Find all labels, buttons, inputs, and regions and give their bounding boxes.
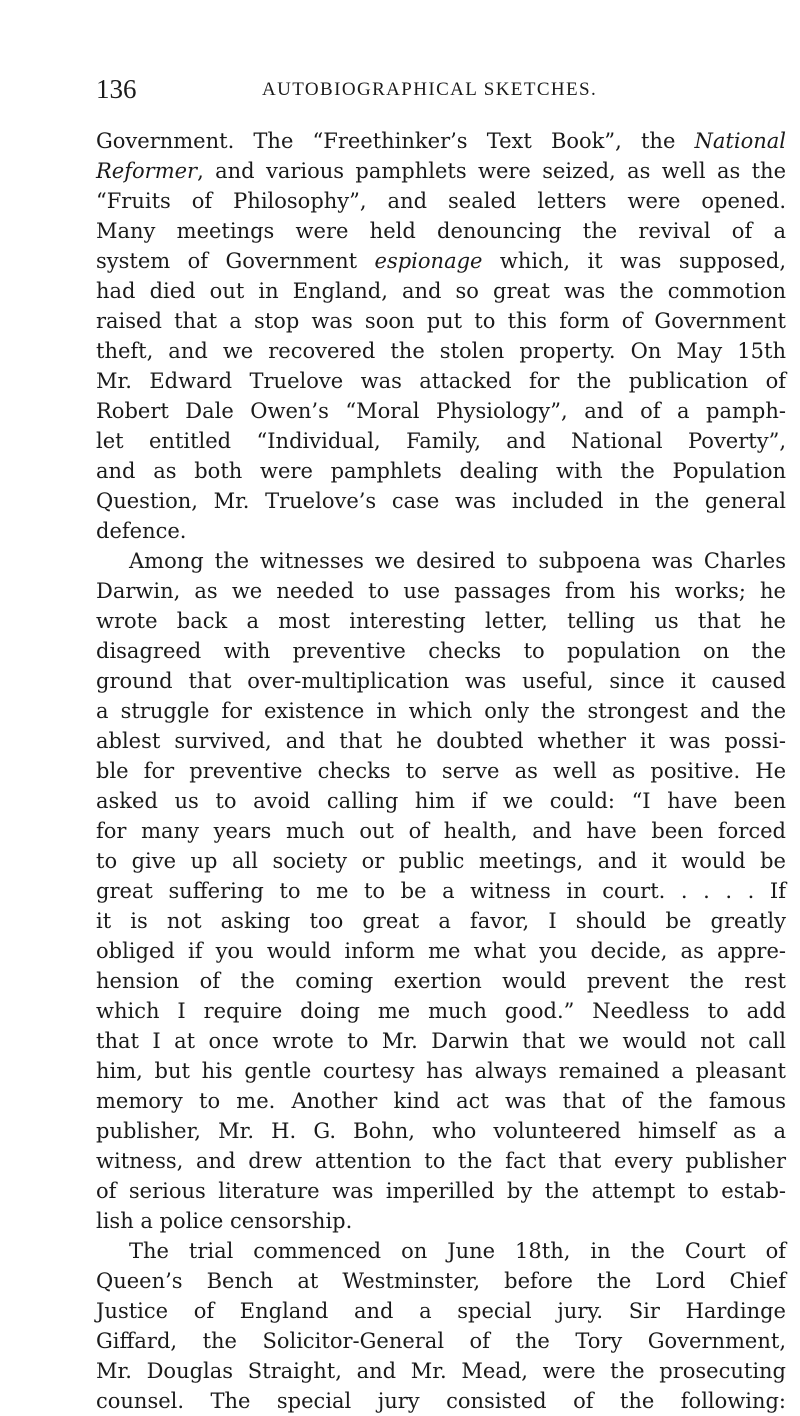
text-run: which, it was supposed, xyxy=(482,249,786,273)
text-line xyxy=(96,1026,786,1056)
text-line xyxy=(96,306,786,336)
text-run: disagreed with preventive checks to population on the xyxy=(96,639,786,663)
text-line xyxy=(96,216,786,246)
page-number: 136 xyxy=(96,74,137,104)
text-run: Mr. Edward Truelove was attacked for the publication of xyxy=(96,369,786,393)
text-line xyxy=(96,996,786,1026)
running-title: AUTOBIOGRAPHICAL SKETCHES. xyxy=(262,79,598,100)
text-line xyxy=(96,606,786,636)
text-run: Among the witnesses we desired to subpoena was Charles xyxy=(129,549,786,573)
text-run: Darwin, as we needed to use passages from his works; he xyxy=(96,579,786,603)
text-run: lish a police censorship. xyxy=(96,1209,353,1233)
text-line xyxy=(96,1266,786,1296)
text-line xyxy=(96,1356,786,1386)
text-line xyxy=(96,876,786,906)
text-line xyxy=(96,456,786,486)
text-run: asked us to avoid calling him if we could: “I have been xyxy=(96,789,786,813)
text-line xyxy=(96,1146,786,1176)
text-run: him, but his gentle courtesy has always remained a pleasant xyxy=(96,1059,786,1083)
body-text xyxy=(96,126,786,1416)
text-line xyxy=(96,336,786,366)
italic-text: espionage xyxy=(374,249,483,273)
text-run: Mr. Douglas Straight, and Mr. Mead, were the prosecuting xyxy=(96,1359,786,1383)
text-line xyxy=(96,576,786,606)
text-run: great suffering to me to be a witness in court. . . . . If xyxy=(96,879,786,903)
text-run: “Fruits of Philosophy”, and sealed letters were opened. xyxy=(96,189,786,213)
running-head xyxy=(96,74,736,104)
text-run: that I at once wrote to Mr. Darwin that we would not call xyxy=(96,1029,786,1053)
text-line xyxy=(96,1056,786,1086)
text-line xyxy=(96,1176,786,1206)
text-run: a struggle for existence in which only the strongest and the xyxy=(96,699,786,723)
text-run: Question, Mr. Truelove’s case was included in the general xyxy=(96,489,786,513)
text-line xyxy=(96,186,786,216)
text-line xyxy=(96,1326,786,1356)
text-run: ablest survived, and that he doubted whether it was possi- xyxy=(96,729,786,753)
text-line xyxy=(96,906,786,936)
text-line xyxy=(96,546,786,576)
text-run: publisher, Mr. H. G. Bohn, who volunteered himself as a xyxy=(96,1119,786,1143)
text-line xyxy=(96,276,786,306)
text-run: The trial commenced on June 18th, in the Court of xyxy=(129,1239,786,1263)
italic-text: National xyxy=(694,129,786,153)
paragraph xyxy=(96,546,786,1236)
text-line xyxy=(96,516,786,546)
text-run: it is not asking too great a favor, I should be greatly xyxy=(96,909,786,933)
text-line xyxy=(96,366,786,396)
text-run: obliged if you would inform me what you decide, as appre- xyxy=(96,939,786,963)
text-run: memory to me. Another kind act was that of the famous xyxy=(96,1089,786,1113)
text-line xyxy=(96,846,786,876)
text-line xyxy=(96,786,786,816)
text-run: Many meetings were held denouncing the revival of a xyxy=(96,219,786,243)
text-run: let entitled “Individual, Family, and National Poverty”, xyxy=(96,429,786,453)
text-run: and as both were pamphlets dealing with the Population xyxy=(96,459,786,483)
text-run: theft, and we recovered the stolen property. On May 15th xyxy=(96,339,786,363)
text-run: of serious literature was imperilled by the attempt to estab- xyxy=(96,1179,786,1203)
text-line xyxy=(96,486,786,516)
text-line xyxy=(96,816,786,846)
text-line xyxy=(96,756,786,786)
text-run: raised that a stop was soon put to this form of Government xyxy=(96,309,786,333)
text-run: had died out in England, and so great was the commotion xyxy=(96,279,786,303)
text-line xyxy=(96,666,786,696)
text-line xyxy=(96,1116,786,1146)
text-line xyxy=(96,396,786,426)
text-run: witness, and drew attention to the fact that every publisher xyxy=(96,1149,786,1173)
text-line xyxy=(96,1086,786,1116)
text-line xyxy=(96,156,786,186)
text-line xyxy=(96,126,786,156)
text-run: Queen’s Bench at Westminster, before the Lord Chief xyxy=(96,1269,786,1293)
text-line xyxy=(96,726,786,756)
text-run: Giffard, the Solicitor-General of the Tory Government, xyxy=(96,1329,786,1353)
text-line xyxy=(96,246,786,276)
text-run: wrote back a most interesting letter, telling us that he xyxy=(96,609,786,633)
text-line xyxy=(96,426,786,456)
text-run: counsel. The special jury consisted of the following: xyxy=(96,1389,786,1413)
text-run: , and various pamphlets were seized, as well as the xyxy=(197,159,786,183)
text-run: hension of the coming exertion would prevent the rest xyxy=(96,969,786,993)
text-line xyxy=(96,1296,786,1326)
text-run: Robert Dale Owen’s “Moral Physiology”, and of a pamph- xyxy=(96,399,786,423)
text-run: defence. xyxy=(96,519,187,543)
text-line xyxy=(96,1386,786,1416)
paragraph xyxy=(96,1236,786,1416)
text-line xyxy=(96,936,786,966)
text-run: ble for preventive checks to serve as well as positive. He xyxy=(96,759,786,783)
text-line xyxy=(96,1206,786,1236)
paragraph xyxy=(96,126,786,546)
text-run: system of Government xyxy=(96,249,375,273)
text-line xyxy=(96,636,786,666)
text-run: ground that over-multiplication was useful, since it caused xyxy=(96,669,786,693)
italic-text: Reformer xyxy=(96,159,198,183)
text-line xyxy=(96,966,786,996)
text-line xyxy=(96,696,786,726)
text-line xyxy=(96,1236,786,1266)
text-run: Government. The “Freethinker’s Text Book”, the xyxy=(96,129,695,153)
text-run: for many years much out of health, and have been forced xyxy=(96,819,786,843)
text-run: which I require doing me much good.” Needless to add xyxy=(96,999,786,1023)
text-run: to give up all society or public meetings, and it would be xyxy=(96,849,786,873)
text-run: Justice of England and a special jury. Sir Hardinge xyxy=(96,1299,786,1323)
